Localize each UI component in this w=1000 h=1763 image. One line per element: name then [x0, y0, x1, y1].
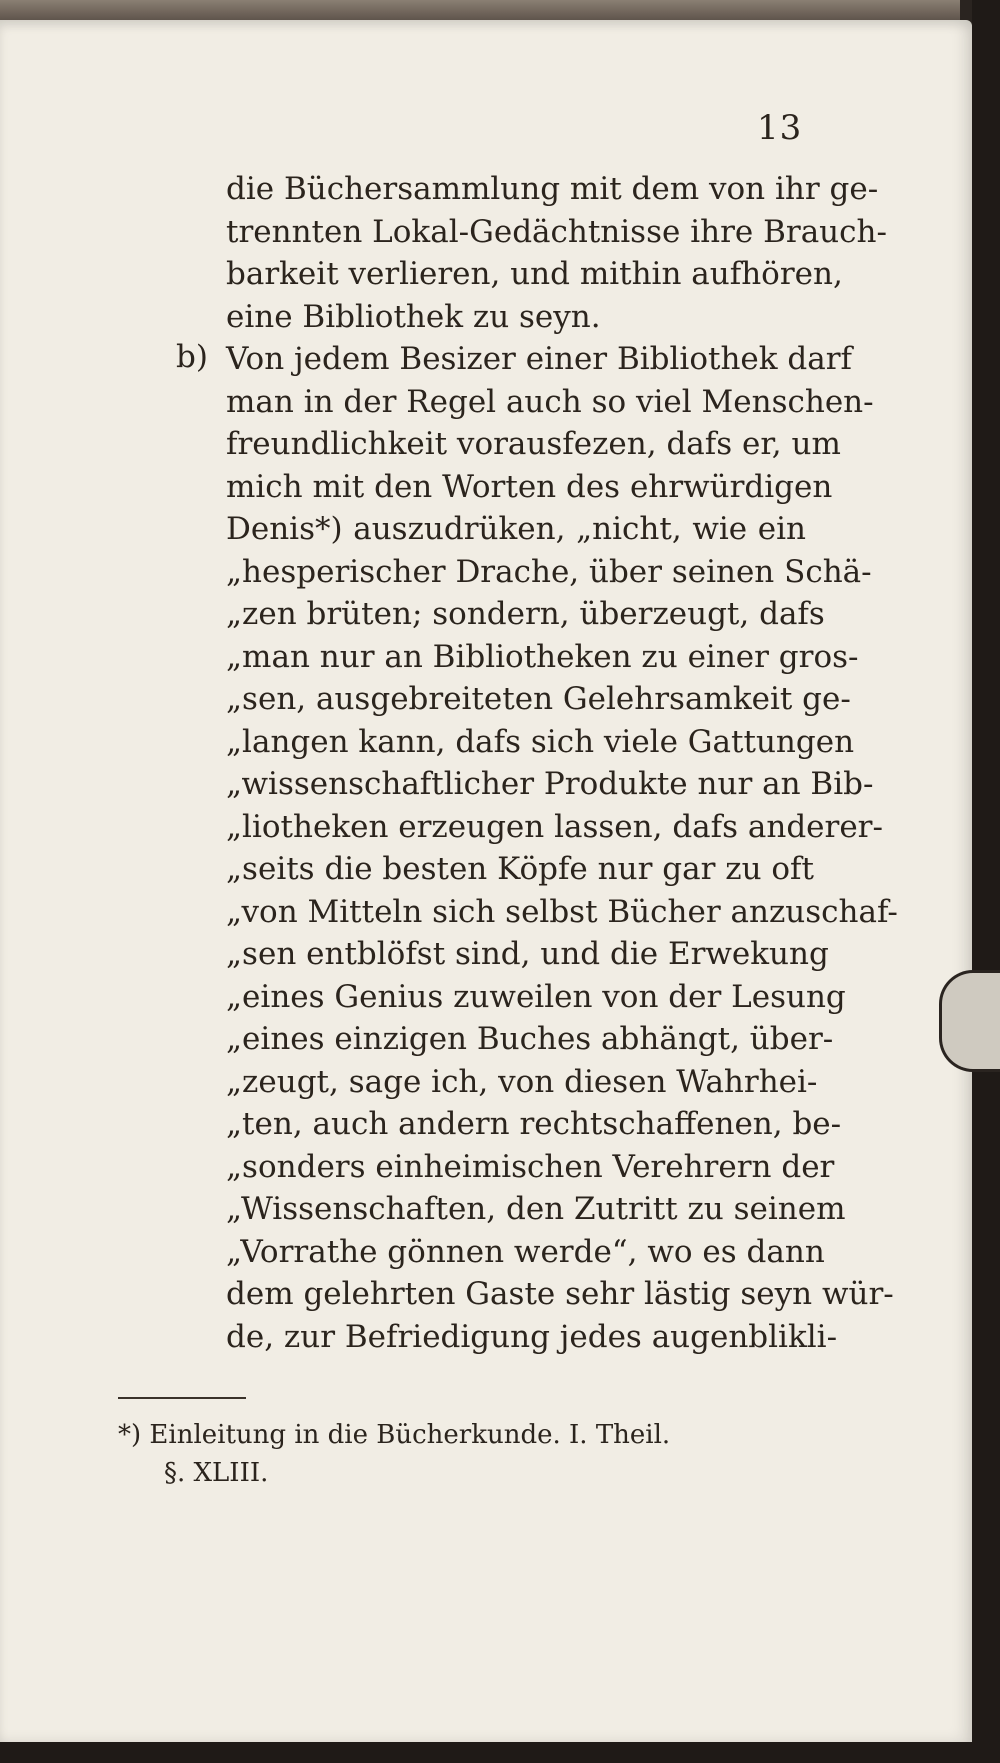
page-clip [939, 970, 1000, 1072]
text-line: eine Bibliothek zu seyn. [226, 298, 601, 335]
text-line: mich mit den Worten des ehrwürdigen [226, 468, 833, 505]
text-line: „sen, ausgebreiteten Gelehrsamkeit ge- [226, 681, 851, 717]
book-top-edge [0, 0, 960, 22]
footnote-line: *) Einleitung in die Bücherkunde. I. Theil. [118, 1420, 671, 1450]
body-text [226, 168, 898, 1358]
text-line: barkeit verlieren, und mithin aufhören, [226, 256, 843, 292]
text-line: man in der Regel auch so viel Menschen- [226, 383, 874, 420]
text-line: „zeugt, sage ich, von diesen Wahrhei- [226, 1063, 818, 1100]
text-line: „zen brüten; sondern, überzeugt, dafs [226, 596, 825, 632]
footnote [118, 1416, 798, 1492]
text-line: „liotheken erzeugen lassen, dafs anderer- [226, 808, 883, 845]
text-line: die Büchersammlung mit dem von ihr ge- [226, 171, 879, 207]
text-line: „eines einzigen Buches abhängt, über- [226, 1021, 834, 1057]
book-bottom-edge [0, 1741, 1000, 1763]
text-line: dem gelehrten Gaste sehr lästig seyn wür- [226, 1276, 894, 1312]
text-line: Denis*) auszudrüken, „nicht, wie ein [226, 511, 806, 547]
text-line: „sonders einheimischen Verehrern der [226, 1148, 835, 1185]
text-line: „seits die besten Köpfe nur gar zu oft [226, 851, 814, 887]
text-line: trennten Lokal-Gedächtnisse ihre Brauch- [226, 213, 887, 250]
book-side-edge [972, 0, 1000, 1763]
text-line: freundlichkeit vorausfezen, dafs er, um [226, 426, 841, 462]
text-line: „eines Genius zuweilen von der Lesung [226, 978, 846, 1015]
text-line: „ten, auch andern rechtschaffenen, be- [226, 1106, 842, 1142]
text-line: „langen kann, dafs sich viele Gattungen [226, 723, 855, 760]
text-line: „Vorrathe gönnen werde“, wo es dann [226, 1233, 825, 1270]
item-label-b: b) [176, 339, 208, 375]
text-line: „Wissenschaften, den Zutritt zu seinem [226, 1191, 846, 1227]
text-line: „von Mitteln sich selbst Bücher anzuschaf- [226, 893, 898, 930]
text-line: „man nur an Bibliotheken zu einer gros- [226, 638, 859, 675]
footnote-rule [118, 1397, 246, 1399]
text-line: „wissenschaftlicher Produkte nur an Bib- [226, 766, 874, 802]
footnote-line: §. XLIII. [164, 1458, 269, 1488]
text-line: „hesperischer Drache, über seinen Schä- [226, 553, 872, 590]
text-line: „sen entblöfst sind, und die Erwekung [226, 936, 829, 972]
text-line: Von jedem Besizer einer Bibliothek darf [226, 341, 853, 377]
text-line: de, zur Befriedigung jedes augenblikli- [226, 1318, 838, 1355]
page-number: 13 [757, 108, 803, 148]
